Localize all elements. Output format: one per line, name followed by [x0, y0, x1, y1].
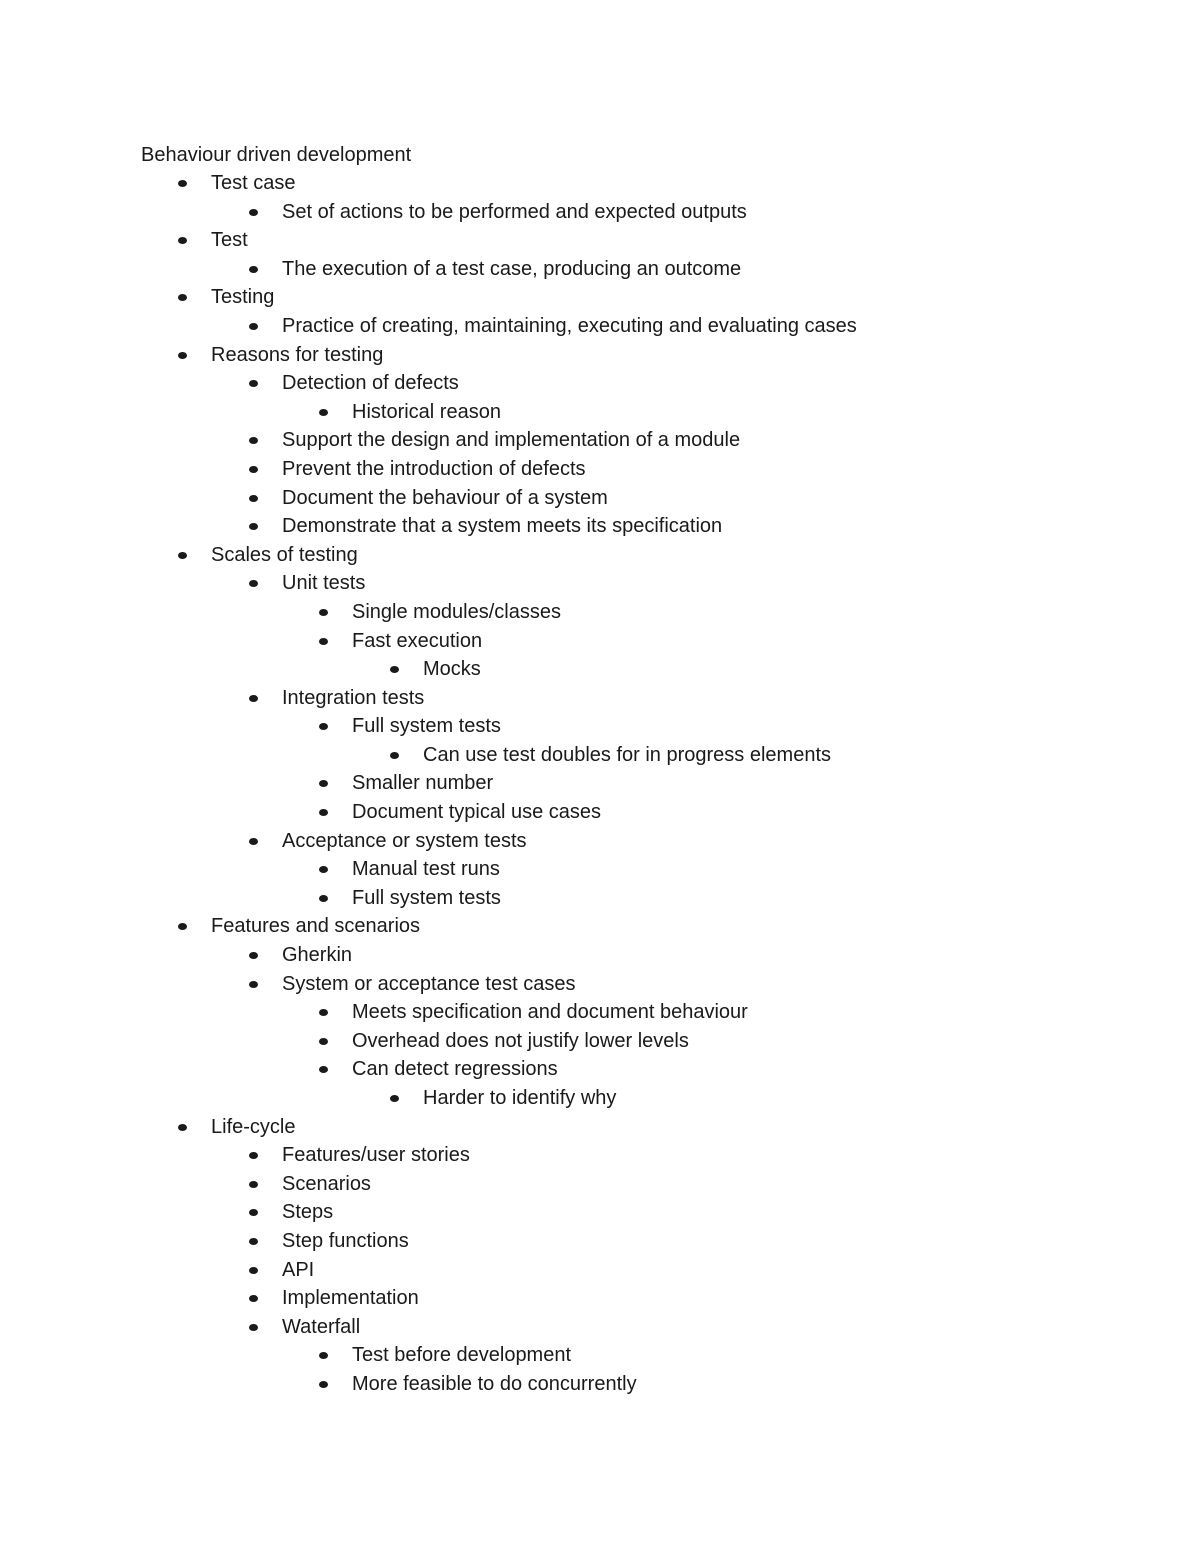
bullet-dot-icon [319, 723, 328, 730]
list-item-text: Test case [211, 172, 296, 194]
bullet-dot-icon [249, 1152, 258, 1159]
bullet-dot-icon [319, 780, 328, 787]
list-item-text: Manual test runs [352, 858, 500, 881]
list-item-text: Mocks [423, 658, 481, 681]
list-item-text: Integration tests [282, 686, 425, 709]
bullet-dot-icon [249, 495, 258, 502]
list-item-text: Meets specification and document behaviour [352, 1001, 748, 1024]
bullet-dot-icon [319, 1352, 328, 1359]
list-item-text: Features/user stories [282, 1144, 470, 1167]
list-item-text: Demonstrate that a system meets its specification [282, 515, 723, 538]
bullet-dot-icon [178, 237, 187, 244]
list-item-text: API [282, 1258, 315, 1281]
bullet-dot-icon [178, 294, 187, 301]
list-item-text: Prevent the introduction of defects [282, 457, 586, 480]
bullet-dot-icon [249, 466, 258, 473]
list-item-text: Support the design and implementation of a module [282, 429, 741, 452]
bullet-dot-icon [249, 838, 258, 845]
bullet-dot-icon [249, 266, 258, 273]
bullet-dot-icon [390, 666, 399, 673]
bullet-dot-icon [249, 580, 258, 587]
bullet-dot-icon [178, 180, 187, 187]
list-item-text: Gherkin [282, 944, 353, 967]
list-item-text: System or acceptance test cases [282, 972, 576, 995]
list-item-text: Fast execution [352, 629, 483, 652]
bullet-dot-icon [319, 866, 328, 873]
list-item-text: Set of actions to be performed and expected outputs [282, 200, 747, 223]
bullet-dot-icon [390, 752, 399, 759]
list-item-text: Overhead does not justify lower levels [352, 1029, 689, 1052]
bullet-dot-icon [178, 1124, 187, 1131]
list-item-text: Test [211, 229, 248, 252]
list-item-text: The execution of a test case, producing an outcome [282, 257, 742, 280]
bullet-dot-icon [319, 609, 328, 616]
bullet-dot-icon [249, 952, 258, 959]
list-item-text: Can detect regressions [352, 1058, 558, 1081]
list-item-text: Scales of testing [211, 543, 358, 566]
list-item-text: Full system tests [352, 715, 501, 738]
bullet-dot-icon [249, 1267, 258, 1274]
bullet-dot-icon [249, 1238, 258, 1245]
list-item-text: More feasible to do concurrently [352, 1372, 637, 1395]
bullet-dot-icon [249, 1324, 258, 1331]
list-item-text: Document typical use cases [352, 801, 602, 824]
list-item-text: Reasons for testing [211, 343, 384, 366]
bullet-dot-icon [249, 981, 258, 988]
list-item-text: Implementation [282, 1287, 419, 1310]
list-item-text: Unit tests [282, 572, 366, 595]
list-item-text: Test before development [352, 1344, 572, 1367]
bullet-dot-icon [249, 1295, 258, 1302]
bullet-dot-icon [319, 1009, 328, 1016]
bullet-dot-icon [319, 1066, 328, 1073]
list-item-text: Document the behaviour of a system [282, 486, 608, 509]
list-item-text: Life-cycle [211, 1115, 296, 1138]
bullet-dot-icon [319, 638, 328, 645]
bullet-dot-icon [249, 209, 258, 216]
bullet-dot-icon [319, 809, 328, 816]
bullet-dot-icon [390, 1095, 399, 1102]
bullet-dot-icon [249, 1181, 258, 1188]
list-item-text: Smaller number [352, 772, 494, 795]
list-item-text: Single modules/classes [352, 600, 561, 623]
bullet-dot-icon [249, 323, 258, 330]
list-item-text: Acceptance or system tests [282, 829, 527, 852]
bullet-dot-icon [249, 380, 258, 387]
bullet-dot-icon [319, 1038, 328, 1045]
document-title: Behaviour driven development [141, 144, 412, 166]
bullet-dot-icon [178, 923, 187, 930]
list-item-text: Features and scenarios [211, 915, 421, 938]
list-item-text: Testing [211, 286, 275, 309]
bullet-dot-icon [319, 1381, 328, 1388]
bullet-dot-icon [249, 437, 258, 444]
list-item-text: Full system tests [352, 886, 501, 909]
bullet-dot-icon [249, 695, 258, 702]
list-item-text: Step functions [282, 1229, 409, 1252]
bullet-dot-icon [249, 523, 258, 530]
bullet-dot-icon [178, 552, 187, 559]
list-item-text: Scenarios [282, 1172, 371, 1195]
bullet-dot-icon [249, 1209, 258, 1216]
bullet-dot-icon [319, 895, 328, 902]
bullet-dot-icon [178, 352, 187, 359]
list-item-text: Harder to identify why [423, 1087, 617, 1109]
list-item-text: Detection of defects [282, 372, 459, 395]
list-item-text: Historical reason [352, 400, 501, 423]
list-item-text: Can use test doubles for in progress elements [423, 743, 831, 766]
list-item-text: Practice of creating, maintaining, executing and evaluating cases [282, 314, 857, 337]
list-item-text: Waterfall [282, 1315, 361, 1338]
bullet-dot-icon [319, 409, 328, 416]
list-item-text: Steps [282, 1201, 334, 1224]
